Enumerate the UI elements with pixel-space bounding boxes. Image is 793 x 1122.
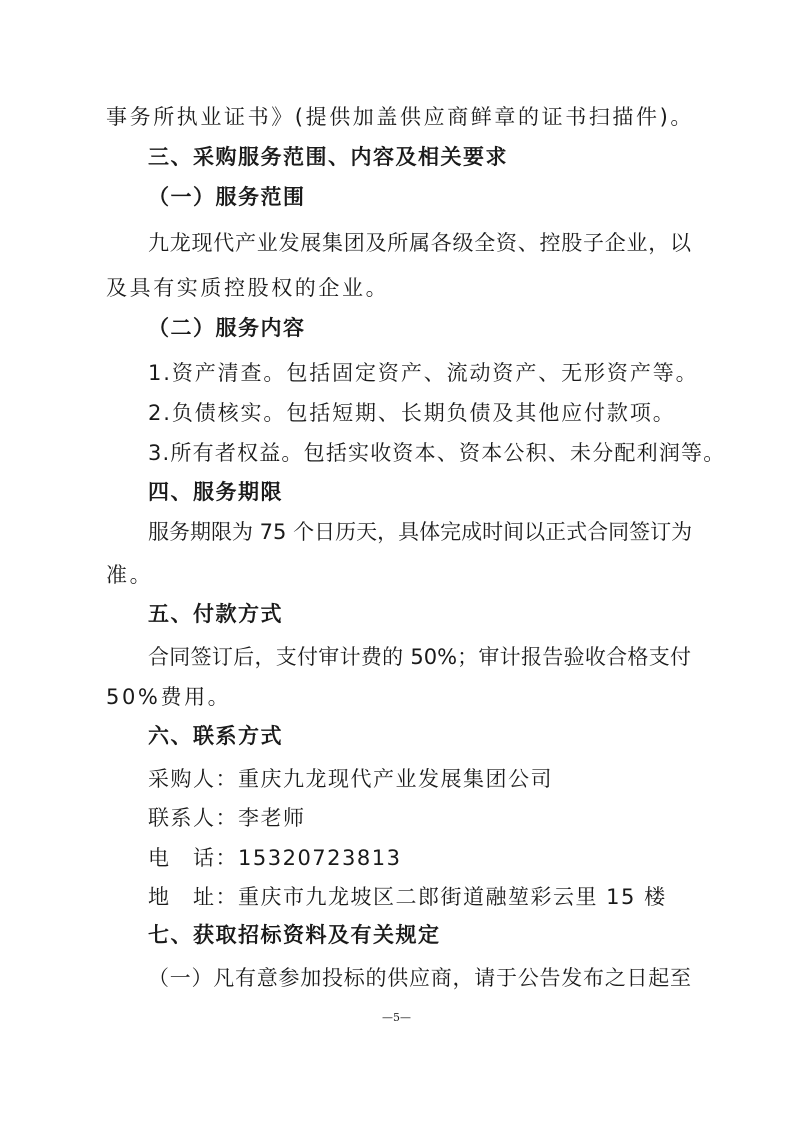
subsection-heading: （一）服务范围 [148,185,306,209]
text-line: 合同签订后，支付审计费的 50%；审计报告验收合格支付 [148,645,691,669]
contact-phone: 电 话：15320723813 [148,846,402,870]
section-heading-5: 五、付款方式 [148,602,283,626]
section-heading-6: 六、联系方式 [148,724,283,748]
list-item: 2.负债核实。包括短期、长期负债及其他应付款项。 [148,401,676,425]
contact-address: 地 址：重庆市九龙坡区二郎街道融堃彩云里 15 楼 [148,885,667,909]
section-heading-4: 四、服务期限 [148,480,283,504]
section-heading-3: 三、采购服务范围、内容及相关要求 [148,145,508,169]
text-line: 准。 [106,563,154,587]
section-heading-7: 七、获取招标资料及有关规定 [148,923,441,947]
text-line: （一）凡有意参加投标的供应商，请于公告发布之日起至 [148,966,691,990]
contact-person: 联系人：李老师 [148,806,306,830]
text-line: 服务期限为 75 个日历天，具体完成时间以正式合同签订为 [148,520,693,544]
text-line: 事务所执业证书》(提供加盖供应商鲜章的证书扫描件)。 [106,105,694,129]
page-number: —5— [382,1011,411,1024]
contact-purchaser: 采购人：重庆九龙现代产业发展集团公司 [148,767,553,791]
text-line: 及具有实质控股权的企业。 [106,276,390,300]
text-line: 九龙现代产业发展集团及所属各级全资、控股子企业，以 [148,231,691,255]
list-item: 3.所有者权益。包括实收资本、资本公积、未分配利润等。 [148,441,726,465]
subsection-heading: （二）服务内容 [148,316,306,340]
list-item: 1.资产清查。包括固定资产、流动资产、无形资产等。 [148,361,699,385]
text-line: 50%费用。 [106,685,232,709]
